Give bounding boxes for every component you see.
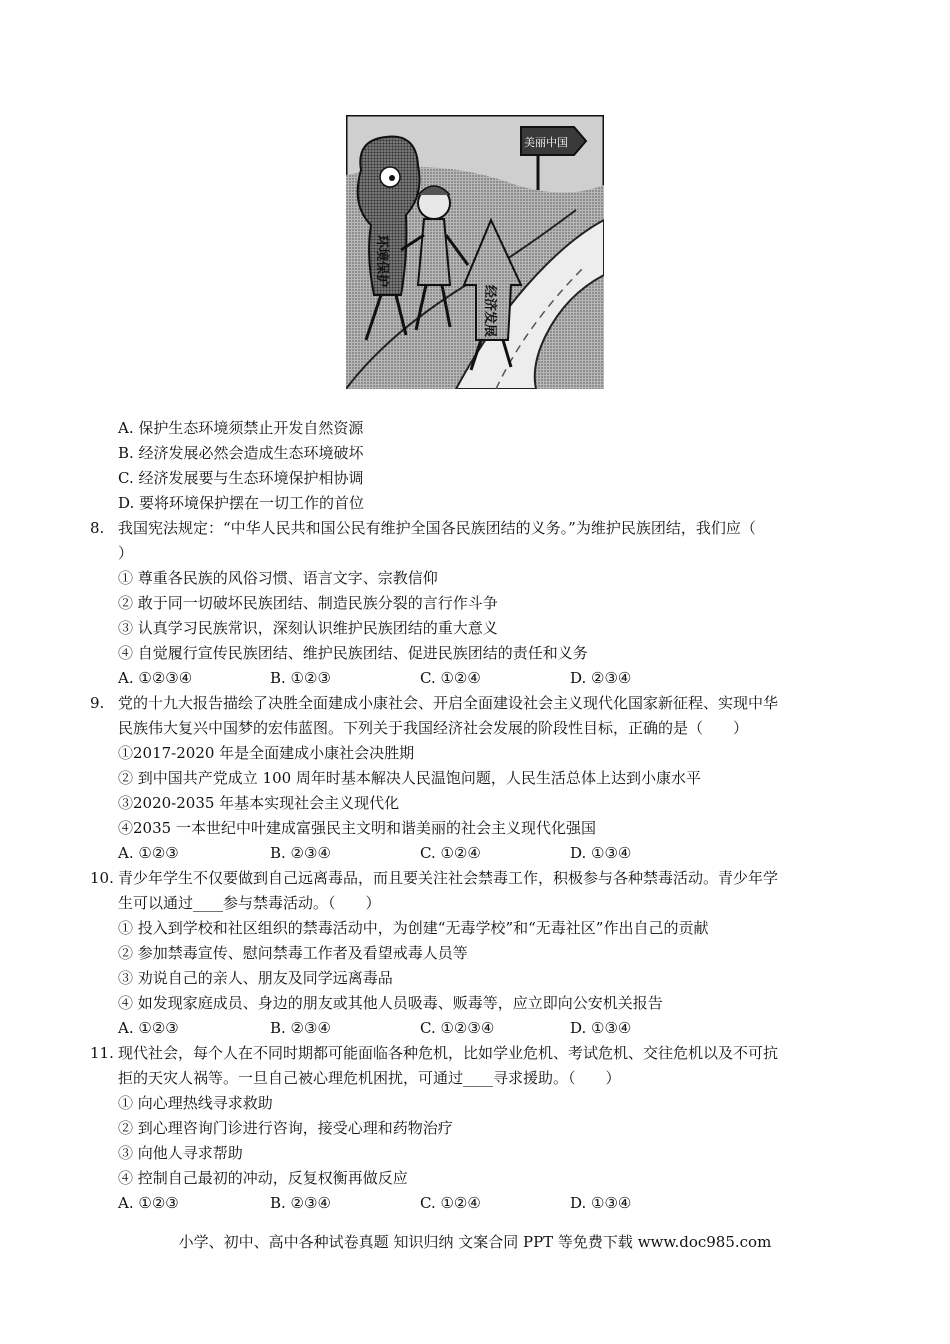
answer-option: B. ②③④	[270, 1194, 331, 1212]
answer-option: C. ①②④	[420, 669, 481, 687]
statement-item: ① 投入到学校和社区组织的禁毒活动中，为创建“无毒学校”和“无毒社区”作出自己的贡献	[118, 919, 709, 937]
cartoon-illustration	[346, 115, 604, 389]
statement-item: ③ 认真学习民族常识，深刻认识维护民族团结的重大意义	[118, 619, 498, 637]
answer-option: D. ①③④	[570, 1019, 632, 1037]
statement-item: ④ 控制自己最初的冲动，反复权衡再做反应	[118, 1169, 408, 1187]
statement-item: ① 向心理热线寻求救助	[118, 1094, 273, 1112]
answer-option: A. ①②③④	[118, 669, 193, 687]
question-stem: 生可以通过____参与禁毒活动。（ ）	[118, 894, 381, 912]
question-number: 11.	[90, 1044, 114, 1062]
question-stem: ）	[118, 544, 134, 562]
question-stem: 我国宪法规定：“中华人民共和国公民有维护全国各民族团结的义务。”为维护民族团结，我们应（	[118, 519, 756, 537]
answer-option: A. ①②③	[118, 844, 179, 862]
statement-item: ② 敢于同一切破坏民族团结、制造民族分裂的言行作斗争	[118, 594, 498, 612]
statement-item: ① 尊重各民族的风俗习惯、语言文字、宗教信仰	[118, 569, 438, 587]
question-stem: 党的十九大报告描绘了决胜全面建成小康社会、开启全面建设社会主义现代化国家新征程、实现中华	[118, 694, 779, 712]
statement-item: ③2020-2035 年基本实现社会主义现代化	[118, 794, 400, 812]
statement-item: ④ 自觉履行宣传民族团结、维护民族团结、促进民族团结的责任和义务	[118, 644, 588, 662]
question-stem: 民族伟大复兴中国梦的宏伟蓝图。下列关于我国经济社会发展的阶段性目标，正确的是（ ）	[118, 719, 749, 737]
statement-item: ② 参加禁毒宣传、慰问禁毒工作者及看望戒毒人员等	[118, 944, 468, 962]
svg-text:环境保护: 环境保护	[374, 235, 389, 288]
answer-option: B. ②③④	[270, 844, 331, 862]
answer-option: C. ①②③④	[420, 1019, 495, 1037]
answer-option: B. ①②③	[270, 669, 331, 687]
question-number: 9.	[90, 694, 105, 712]
q7-option-a: A. 保护生态环境须禁止开发自然资源	[118, 419, 364, 437]
statement-item: ④ 如发现家庭成员、身边的朋友或其他人员吸毒、贩毒等，应立即向公安机关报告	[118, 994, 663, 1012]
q7-option-d: D. 要将环境保护摆在一切工作的首位	[118, 494, 365, 512]
question-stem: 青少年学生不仅要做到自己远离毒品，而且要关注社会禁毒工作，积极参与各种禁毒活动。青少年学	[118, 869, 779, 887]
answer-option: A. ①②③	[118, 1019, 179, 1037]
svg-text:经济发展: 经济发展	[482, 285, 497, 338]
statement-item: ④2035 一本世纪中叶建成富强民主文明和谐美丽的社会主义现代化强国	[118, 819, 596, 837]
statement-item: ③ 劝说自己的亲人、朋友及同学远离毒品	[118, 969, 393, 987]
answer-option: D. ②③④	[570, 669, 632, 687]
answer-option: C. ①②④	[420, 844, 481, 862]
answer-option: B. ②③④	[270, 1019, 331, 1037]
q7-option-c: C. 经济发展要与生态环境保护相协调	[118, 469, 364, 487]
svg-text:美丽中国: 美丽中国	[524, 136, 568, 149]
question-number: 10.	[90, 869, 114, 887]
answer-option: A. ①②③	[118, 1194, 179, 1212]
question-stem: 现代社会，每个人在不同时期都可能面临各种危机，比如学业危机、考试危机、交往危机以及不可抗	[118, 1044, 779, 1062]
question-stem: 拒的天灾人祸等。一旦自己被心理危机困扰，可通过____寻求援助。（ ）	[118, 1069, 621, 1087]
statement-item: ② 到心理咨询门诊进行咨询，接受心理和药物治疗	[118, 1119, 453, 1137]
answer-option: C. ①②④	[420, 1194, 481, 1212]
answer-option: D. ①③④	[570, 1194, 632, 1212]
statement-item: ③ 向他人寻求帮助	[118, 1144, 243, 1162]
statement-item: ①2017-2020 年是全面建成小康社会决胜期	[118, 744, 415, 762]
page-footer: 小学、初中、高中各种试卷真题 知识归纳 文案合同 PPT 等免费下载 www.doc985.com	[178, 1233, 772, 1251]
q7-option-b: B. 经济发展必然会造成生态环境破坏	[118, 444, 364, 462]
statement-item: ② 到中国共产党成立 100 周年时基本解决人民温饱问题，人民生活总体上达到小康水平	[118, 769, 701, 787]
answer-option: D. ①③④	[570, 844, 632, 862]
question-number: 8.	[90, 519, 105, 537]
